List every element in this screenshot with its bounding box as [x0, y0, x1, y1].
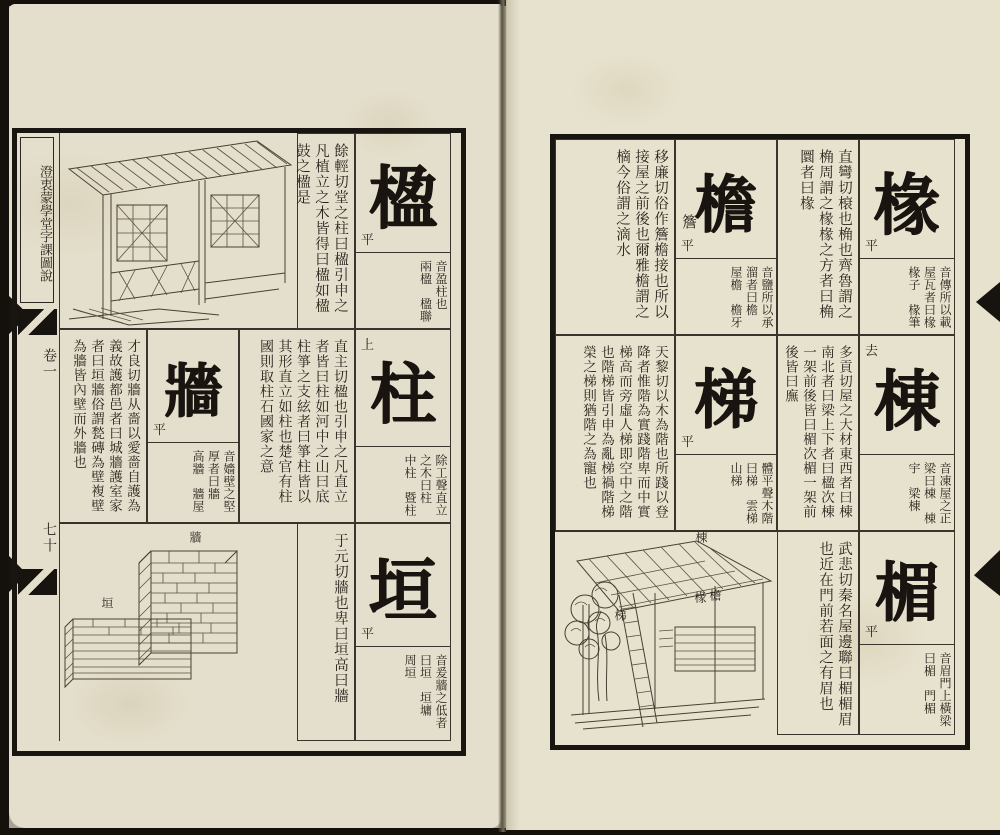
headword-yuan: 垣: [368, 550, 437, 631]
book-edge-left: [0, 0, 9, 835]
definition-ying: 餘輕切堂之柱曰楹引申之凡植立之木皆得曰楹如楹鼓之楹是: [297, 133, 355, 329]
headword-box: [356, 524, 450, 647]
headword-chuan: 椽: [874, 165, 940, 244]
headword-box: [356, 134, 450, 253]
phonetic-gloss: 音盈柱也 兩楹 楹聯: [418, 260, 448, 323]
porch-illustration: [59, 133, 297, 329]
tone-mark: 平: [865, 625, 879, 640]
phonetic-gloss: 音嬙壁之堅厚者曰牆 高牆 牆屋: [191, 450, 236, 513]
headword-zhu: 柱: [370, 354, 436, 433]
headword-mei: 楣: [875, 556, 939, 631]
phonetic-gloss: 音鹽所以承溜者曰檐 屋檐 檐牙: [729, 266, 774, 329]
house-illustration: [555, 531, 777, 735]
definition-dong: 多貢切屋之大材東西者曰棟南北者曰梁上下者曰楹次棟一架前後皆曰楣次楣一架前後皆曰廡: [777, 335, 859, 531]
phonetic-gloss: 除工聲直立之木曰柱 中柱 暨柱: [403, 454, 448, 517]
headword-box: [860, 336, 954, 455]
tone-mark: 平: [865, 239, 879, 254]
phonetic-gloss: 音凍屋之正梁曰棟 棟宇 梁棟: [907, 462, 952, 525]
entry-cell-yan: [675, 139, 777, 335]
phonetic-gloss: 音眉門上橫梁曰楣 門楣: [922, 652, 952, 727]
tone-mark: 平: [361, 627, 375, 642]
definition-yuan: 于元切牆也卑曰垣高曰牆: [297, 523, 355, 741]
tone-mark: 去: [865, 344, 879, 359]
headword-box: [148, 330, 238, 443]
definition-chuan: 直彎切榱也桷也齊魯謂之桷周謂之椽椽之方者曰桷圜者曰椽: [777, 139, 859, 335]
entry-cell-ying: [355, 133, 451, 329]
entry-cell-chuan: [859, 139, 955, 341]
phonetic-gloss: 體平聲木階曰梯 雲梯 山梯: [729, 462, 774, 537]
headword-ying: 楹: [368, 158, 437, 239]
wall-label-low: 垣: [100, 597, 114, 609]
house-label-eave: 檐: [708, 589, 722, 601]
headword-box: [676, 140, 776, 259]
tone-mark: 平: [153, 423, 167, 438]
spine-notch-top: [18, 309, 57, 335]
phonetic-gloss: 音傳所以載屋瓦者曰椽 椽子 椽筆: [907, 266, 952, 341]
tone-mark: 平: [681, 239, 695, 254]
book-title: 澄衷蒙學堂字課圖說: [20, 137, 54, 303]
entry-cell-ti: [675, 335, 777, 537]
entry-cell-yuan: [355, 523, 451, 741]
headword-yan: 檐: [694, 167, 757, 241]
phonetic-gloss: 音爰牆之低者曰垣 垣墉 周垣: [403, 654, 448, 729]
volume-label: 卷一: [41, 348, 57, 380]
entry-cell-zhu: [355, 329, 451, 523]
definition-mei: 武悲切秦名屋邊聯曰楣楣眉也近在門前若面之有眉也: [777, 531, 859, 735]
headword-dong: 棟: [874, 361, 940, 440]
house-label-ridge: 棟: [694, 531, 708, 543]
entry-cell-dong: [859, 335, 955, 531]
spine-column: [17, 133, 60, 741]
headword-box: [860, 532, 954, 645]
spine-notch-bottom: [18, 569, 57, 595]
house-label-ladder: 梯: [613, 609, 627, 621]
headword-qiang: 牆: [163, 357, 222, 425]
house-label-rafter: 椽: [693, 591, 707, 603]
entry-cell-qiang: [147, 329, 239, 523]
headword-box: [676, 336, 776, 455]
definition-yan: 移廉切俗作簷檐接也所以接屋之前後也爾雅檐謂之樀今俗謂之滴水: [555, 139, 675, 335]
right-page-frame: [550, 134, 970, 750]
tone-mark: 平: [361, 233, 375, 248]
headword-box: [356, 330, 450, 447]
page-fold: [498, 0, 507, 832]
wall-label-tall: 牆: [188, 531, 202, 543]
entry-cell-mei: [859, 531, 955, 735]
definition-zhu: 直主切楹也引申之凡直立者皆曰柱如河中之山曰底柱箏之支絃者曰箏柱皆以其形直立如柱也楚官有柱國則取柱石國家之意: [239, 329, 355, 523]
variant-char: 簷: [682, 213, 698, 231]
headword-box: [860, 140, 954, 259]
left-page-frame: [12, 128, 466, 756]
walls-illustration: [59, 523, 297, 741]
definition-ti: 天黎切以木為階也所踐以登降者惟階為實踐階卑而中實梯高而旁虛人梯即空中之階也階梯皆引申為亂梯禍階梯榮之梯則猶階之為寵也: [555, 335, 675, 531]
headword-ti: 梯: [694, 363, 758, 438]
definition-qiang: 才良切牆从嗇以愛嗇自護為義故護都邑者曰城牆護室家者曰垣牆俗謂甃磚為壁複壁為牆皆內壁而外牆也: [59, 329, 147, 523]
tone-mark: 平: [681, 435, 695, 450]
page-number: 七十: [41, 522, 57, 554]
tone-mark: 上: [361, 338, 375, 353]
